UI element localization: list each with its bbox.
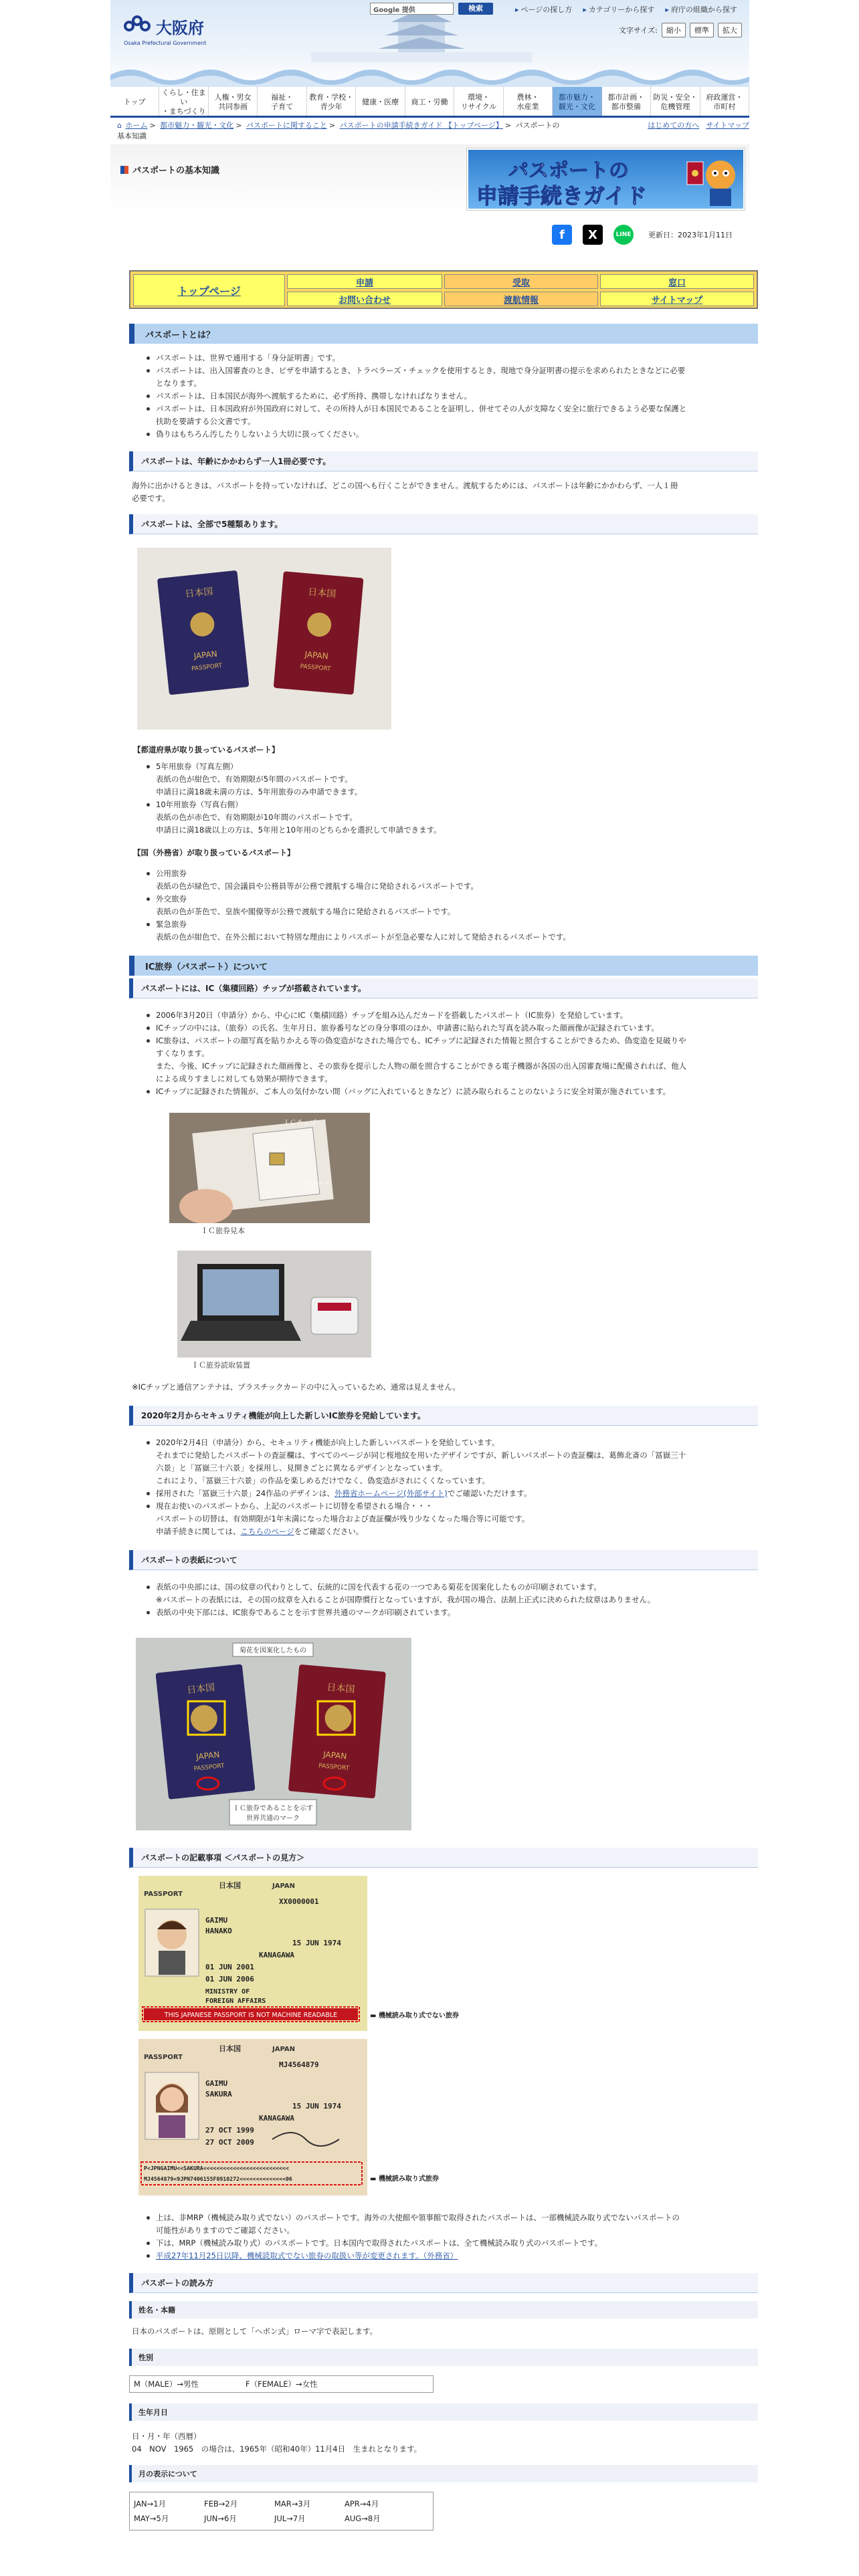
list-item: パスポートは、出入国審査のとき、ビザを申請するとき、トラベラーズ・チェックを使用するとき、現地で身分証明書の提示を求められたときなどに必要 となります。 (147, 364, 758, 390)
logo-title: 大阪府 (156, 18, 204, 37)
nav-apply-link[interactable]: 申請 (287, 274, 442, 289)
ic-passport-list (147, 1009, 758, 1098)
gnav-item-health[interactable]: 健康・医療 (356, 87, 405, 116)
breadcrumb-tourism[interactable]: 都市魅力・観光・文化 (160, 121, 234, 130)
main-content (129, 314, 758, 2531)
svg-text:JAPAN: JAPAN (272, 2046, 295, 2053)
month-cell: FEB→2月 (204, 2499, 238, 2508)
ic-reader-photo (177, 1251, 371, 1358)
breadcrumb-guide[interactable]: パスポートの申請手続きガイド 【トップページ】 (339, 121, 503, 130)
site-header (110, 0, 749, 87)
ic-chip-heading: パスポートには、IC（集積回路）チップが搭載されています。 (129, 978, 758, 998)
gnav-item-living[interactable]: くらし・住まい ・まちづくり (159, 87, 208, 116)
mrp-label: ▬ 機械読み取り式旅券 (370, 2175, 439, 2183)
prefecture-passports-list (147, 760, 758, 837)
month-cell: JAN→1月 (134, 2499, 167, 2508)
gnav-item-welfare[interactable]: 福祉・ 子育て (258, 87, 306, 116)
ic-note: ※ICチップと通信アンテナは、プラスチックカードの中に入っているため、通常は見えません。 (132, 1382, 461, 1392)
home-icon: ⌂ (117, 121, 122, 130)
nav-receive-link[interactable]: 受取 (444, 274, 598, 289)
nav-contact-link[interactable]: お問い合わせ (287, 292, 442, 306)
gnav-item-top[interactable]: トップ (110, 87, 159, 116)
list-item: 外交旅券 表紙の色が茶色で、皇族や閣僚等が公務で渡航する場合に発給されるパスポートです。 (147, 893, 758, 918)
gnav-item-urban-planning[interactable]: 都市計画・ 都市整備 (602, 87, 651, 116)
list-item: ICチップの中には、（旅券）の氏名、生年月日、旅券番号などの身分事項のほか、申請書に貼られた写真を読み取った顔画像が記録されています。 (147, 1022, 758, 1035)
list-item: IC旅券は、パスポートの顔写真を貼りかえる等の偽変造がなされた場合でも、ICチップに記録された情報と照合することができるため、偽変造を見破りや すくなります。 また、今後、ICチップに記録された顔画像と、その旅券を提示した人物の顔を照合することができる電子機器が各国の出入国審査場に配備されれば、他人 による成りすましに対しても効果が期待できます。 (147, 1035, 758, 1085)
facebook-share-icon[interactable]: f (552, 225, 572, 245)
toplink-category[interactable]: ▸ カテゴリーから探す (583, 4, 654, 15)
month-cell: MAY→5月 (134, 2514, 169, 2523)
mrp-passport-sample (138, 2039, 367, 2195)
mofa-passports-list (147, 867, 758, 944)
svg-text:MJ4564879<9JPN7406155F0910272<: MJ4564879<9JPN7406155F0910272<<<<<<<<<<<<<<06 (144, 2175, 292, 2182)
svg-text:THIS JAPANESE PASSPORT IS NOT: THIS JAPANESE PASSPORT IS NOT MACHINE READABLE (164, 2012, 338, 2019)
svg-text:SAKURA: SAKURA (205, 2090, 232, 2099)
svg-text:日本国: 日本国 (186, 1682, 216, 1697)
breadcrumb-current-a: パスポートの (515, 121, 560, 130)
breadcrumb: ⌂ ホーム > 都市魅力・観光・文化 > パスポートに関すること > パスポートの申請手続きガイド 【トップページ】 > パスポートの 基本知識 はじめての方へ サイトマップ (117, 121, 749, 140)
sex-table (129, 2375, 434, 2393)
svg-text:27 OCT 1999: 27 OCT 1999 (205, 2126, 254, 2135)
ic-passport-sample-caption: ＩＣ旅券見本 (201, 1226, 245, 1235)
banner-title-line2: 申請手続きガイド (476, 183, 648, 209)
breadcrumb-right-links (648, 120, 749, 131)
svg-text:菊花を図案化したもの: 菊花を図案化したもの (240, 1647, 306, 1654)
toplink-organization[interactable]: ▸ 府庁の組織から探す (665, 4, 737, 15)
list-item (147, 2250, 758, 2262)
share-row (552, 225, 733, 245)
updated-date: 更新日：2023年1月11日 (648, 231, 733, 239)
svg-text:PASSPORT: PASSPORT (300, 663, 331, 673)
svg-text:日本国: 日本国 (219, 1881, 241, 1890)
month-cell: MAR→3月 (274, 2499, 311, 2508)
search-button[interactable]: 検索 (458, 3, 493, 15)
sitemap-link[interactable]: サイトマップ (706, 121, 749, 130)
list-item: 上は、非MRP（機械読み取り式でない）のパスポートです。海外の大使館や領事館で取得されたパスポートは、一部機械読み取り式でないパスポートの 可能性がありますのでご確認ください。 (147, 2212, 758, 2237)
this-page-link[interactable]: こちらのページ (240, 1527, 294, 1536)
section-heading-entries: パスポートの記載事項 ＜パスポートの見方＞ (129, 1848, 758, 1868)
category-bar (110, 144, 749, 211)
list-item: 下は、MRP（機械読み取り式）のパスポートです。日本国内で取得されたパスポートは、全て機械読み取り式のパスポートです。 (147, 2237, 758, 2250)
non-mrp-change-link[interactable]: 平成27年11月25日以降、機械読取式でない旅券の取扱い等が変更されます。（外務省） (156, 2251, 458, 2260)
section-heading-ic-passport: IC旅券（パスポート）について (129, 956, 758, 976)
month-table (129, 2492, 434, 2531)
sex-heading: 性別 (129, 2349, 758, 2366)
top-links (515, 4, 737, 15)
svg-text:アンテナ: アンテナ (303, 1181, 330, 1188)
name-text: 日本のパスポートは、原則として「ヘボン式」ローマ字で表記します。 (132, 2327, 378, 2336)
breadcrumb-home[interactable]: ホーム (125, 121, 148, 130)
logo-subtitle: Osaka Prefectural Government (124, 40, 207, 46)
list-item: 表紙の中央下部には、IC旅券であることを示す世界共通のマークが印刷されています。 (147, 1606, 758, 1619)
section-heading-what-is-passport: パスポートとは？ (129, 324, 758, 344)
ic-passport-sample-photo (169, 1113, 370, 1223)
svg-text:日本国: 日本国 (307, 586, 337, 601)
month-cell: APR→4月 (345, 2499, 379, 2508)
svg-text:GAIMU: GAIMU (205, 1916, 228, 1925)
svg-text:ＩＣチップ: ＩＣチップ (283, 1119, 316, 1127)
font-size-large-button[interactable]: 拡大 (718, 23, 742, 37)
ic-reader-caption: ＩＣ旅券読取装置 (191, 1361, 250, 1370)
header-wave-decoration (110, 64, 749, 87)
sex-male: M（MALE）→男性 (134, 2379, 199, 2389)
svg-text:MJ4564879: MJ4564879 (279, 2060, 319, 2069)
svg-text:JAPAN: JAPAN (322, 1749, 347, 1761)
name-heading: 姓名・本籍 (129, 2301, 758, 2319)
gnav-item-commerce[interactable]: 商工・労働 (405, 87, 454, 116)
search-placeholder: Google 提供 (373, 6, 415, 14)
gnav-item-agriculture[interactable]: 農林・ 水産業 (504, 87, 553, 116)
non-mrp-label: ▬ 機械読み取り式でない旅券 (370, 2012, 459, 2020)
svg-text:P<JPNGAIMU<<SAKURA<<<<<<<<<<<<: P<JPNGAIMU<<SAKURA<<<<<<<<<<<<<<<<<<<<<<<<<< (144, 2165, 289, 2171)
svg-text:PASSPORT: PASSPORT (144, 1891, 183, 1898)
site-logo[interactable] (124, 15, 207, 46)
svg-text:JAPAN: JAPAN (195, 1749, 220, 1762)
svg-text:日本国: 日本国 (184, 586, 214, 601)
gnav-item-administration[interactable]: 府政運営・ 市町村 (700, 87, 749, 116)
passport-guide-banner[interactable] (467, 148, 745, 210)
svg-text:JAPAN: JAPAN (304, 649, 329, 661)
list-item: 5年用旅券（写真左側） 表紙の色が紺色で、有効期限が5年間のパスポートです。 申請日に満18歳未満の方は、5年用旅券のみ申請できます。 (147, 760, 758, 798)
svg-text:日本国: 日本国 (326, 1682, 356, 1696)
breadcrumb-passport[interactable]: パスポートに関すること (246, 121, 327, 130)
gnav-item-education[interactable]: 教育・学校・ 青少年 (307, 87, 356, 116)
svg-text:PASSPORT: PASSPORT (193, 1762, 225, 1773)
list-item: 2020年2月4日（申請分）から、セキュリティ機能が向上した新しいパスポートを発給しています。 それまでに発給したパスポートの査証欄は、すべてのページが同じ桜地紋を用いたデザインですが、新しいパスポートの査証欄は、葛飾北斎の「冨嶽三十 六景」と「冨嶽三十六景」を採用し、見開きごとに異なるデザインとなっています。 これにより、「冨嶽三十六景」の作品を楽しめるだけでなく、偽変造がされにくくなっています。 (147, 1436, 758, 1487)
toplink-howto[interactable]: ▸ ページの探し方 (515, 4, 572, 15)
svg-text:日本国: 日本国 (219, 2044, 241, 2053)
svg-text:27 OCT 2009: 27 OCT 2009 (205, 2138, 254, 2147)
gnav-item-environment[interactable]: 環境・ リサイクル (454, 87, 503, 116)
prefecture-passports-heading: 【都道府県が取り扱っているパスポート】 (133, 745, 280, 754)
svg-text:PASSPORT: PASSPORT (318, 1762, 350, 1772)
cover-list (147, 1581, 758, 1619)
birth-heading: 生年月日 (129, 2403, 758, 2421)
what-is-passport-list (147, 352, 758, 441)
svg-text:01 JUN 2006: 01 JUN 2006 (205, 1975, 254, 1983)
non-mrp-passport-sample (138, 1876, 367, 2031)
section-heading-new-ic-2020: 2020年2月からセキュリティ機能が向上した新しいIC旅券を発給しています。 (129, 1406, 758, 1426)
mofa-passports-heading: 【国（外務省）が取り扱っているパスポート】 (133, 848, 295, 857)
font-size-control (619, 23, 742, 37)
list-item: 公用旅券 表紙の色が緑色で、国会議員や公務員等が公務で渡航する場合に発給されるパスポートです。 (147, 867, 758, 893)
guide-nav-table (129, 270, 758, 309)
mascot-illustration (686, 155, 739, 207)
list-item: パスポートは、日本国政府が外国政府に対して、その所持人が日本国民であることを証明し、併せてその人が支障なく安全に旅行できるよう必要な保護と 扶助を要請する公文書です。 (147, 403, 758, 428)
section-heading-five-types: パスポートは、全部で5種類あります。 (129, 514, 758, 534)
svg-text:PASSPORT: PASSPORT (144, 2054, 183, 2061)
one-per-person-text: 海外に出かけるときは、パスポートを持っていなければ、どこの国へも行くことができません。渡航するためには、パスポートは年齢にかかわらず、一人１冊 必要です。 (132, 481, 678, 503)
passport-entries-figures (129, 1876, 758, 2204)
gnav-item-human-rights[interactable]: 人権・男女 共同参画 (209, 87, 258, 116)
svg-text:KANAGAWA: KANAGAWA (259, 2114, 294, 2123)
section-heading-how-to-read: パスポートの読み方 (129, 2273, 758, 2293)
entries-list (147, 2212, 758, 2262)
list-item: パスポートは、日本国民が海外へ渡航するために、必ず所持、携帯しなければなりません。 (147, 390, 758, 403)
list-item: パスポートは、世界で通用する「身分証明書」です。 (147, 352, 758, 364)
svg-text:KANAGAWA: KANAGAWA (259, 1951, 294, 1959)
nav-top-page-link[interactable]: トップページ (133, 274, 285, 306)
category-icon (120, 166, 128, 174)
nav-sitemap-link[interactable]: サイトマップ (600, 292, 754, 306)
list-item: 現在お使いのパスポートから、上記のパスポートに切替を希望される場合・・・ パスポートの切替は、有効期限が1年未満になった場合および査証欄が残り少なくなった場合等に可能です。 申請手続きに関しては、こちらのページをご確認ください。 (147, 1500, 758, 1538)
list-item: 2006年3月20日（申請分）から、中心にIC（集積回路）チップを組み込んだカードを搭載したパスポート（IC旅券）を発給しています。 (147, 1009, 758, 1022)
svg-text:JAPAN: JAPAN (193, 649, 218, 661)
new-ic-passport-list (147, 1436, 758, 1538)
font-size-small-button[interactable]: 縮小 (662, 23, 686, 37)
svg-text:JAPAN: JAPAN (272, 1883, 295, 1890)
svg-text:XX0000001: XX0000001 (279, 1897, 319, 1906)
section-heading-one-per-person: パスポートは、年齢にかかわらず一人1冊必要です。 (129, 451, 758, 471)
svg-text:HANAKO: HANAKO (205, 1927, 232, 1935)
list-item: 偽りはもちろん汚したりしないよう大切に扱ってください。 (147, 428, 758, 441)
month-cell: JUL→7月 (274, 2514, 306, 2523)
passport-cover-diagram (136, 1638, 411, 1830)
line-share-icon[interactable]: LINE (613, 225, 634, 245)
font-size-normal-button[interactable]: 標準 (690, 23, 714, 37)
x-share-icon[interactable]: X (583, 225, 603, 245)
month-row (134, 2511, 429, 2526)
svg-text:GAIMU: GAIMU (205, 2079, 228, 2088)
month-row (134, 2496, 429, 2511)
ic-passport-sample (169, 1113, 370, 1236)
svg-text:MINISTRY OF: MINISTRY OF (205, 1988, 250, 1996)
svg-text:ＩＣ旅券であることを示す: ＩＣ旅券であることを示す (233, 1805, 313, 1812)
nav-travel-info-link[interactable]: 渡航情報 (444, 292, 598, 306)
gnav-item-tourism[interactable]: 都市魅力・ 観光・文化 (553, 87, 601, 116)
category-title: パスポートの基本知識 (120, 163, 219, 176)
svg-text:01 JUN 2001: 01 JUN 2001 (205, 1963, 254, 1971)
search-input[interactable] (370, 3, 454, 15)
osaka-logo-icon (124, 15, 152, 38)
svg-text:世界共通のマーク: 世界共通のマーク (246, 1815, 300, 1822)
birth-text: 日・月・年（西暦） 04 NOV 1965 の場合は、1965年（昭和40年）11月4日 生まれとなります。 (132, 2432, 422, 2454)
first-time-link[interactable]: はじめての方へ (648, 121, 700, 130)
list-item: 採用された「冨嶽三十六景」24作品のデザインは、外務省ホームページ(外部サイト)でご確認いただけます。 (147, 1487, 758, 1500)
passport-covers-photo (137, 548, 391, 730)
list-item: 緊急旅券 表紙の色が紺色で、在外公館において特別な理由によりパスポートが至急必要な人に対して発給されるパスポートです。 (147, 918, 758, 944)
gnav-item-disaster[interactable]: 防災・安全・ 危機管理 (651, 87, 700, 116)
nav-counter-link[interactable]: 窓口 (600, 274, 754, 289)
svg-text:15 JUN 1974: 15 JUN 1974 (292, 2102, 341, 2111)
breadcrumb-current-b: 基本知識 (117, 132, 147, 140)
month-cell: JUN→6月 (204, 2514, 237, 2523)
list-item: ICチップに記録された情報が、ご本人の気付かない間（バッグに入れているときなど）に読み取られることのないように安全対策が施されています。 (147, 1085, 758, 1098)
global-nav (110, 87, 749, 118)
ic-reader-device (177, 1251, 371, 1370)
mofa-homepage-link[interactable]: 外務省ホームページ(外部サイト) (334, 1489, 448, 1498)
svg-text:PASSPORT: PASSPORT (191, 662, 223, 673)
list-item: 表紙の中央部には、国の紋章の代わりとして、伝統的に国を代表する花の一つである菊花を図案化したものが印刷されています。 ※パスポートの表紙には、その国の紋章を入れることが国際慣行となっていますが、我が国の場合、法制上正式に決められた紋章はありません。 (147, 1581, 758, 1606)
section-heading-cover: パスポートの表紙について (129, 1550, 758, 1570)
font-size-label: 文字サイズ: (619, 26, 658, 35)
list-item: 10年用旅券（写真右側） 表紙の色が赤色で、有効期限が10年間のパスポートです。 申請日に満18歳以上の方は、5年用と10年用のどちらかを選択して申請できます。 (147, 798, 758, 837)
sex-female: F（FEMALE）→女性 (246, 2379, 318, 2389)
banner-title-line1: パスポートの (508, 159, 629, 183)
month-heading: 月の表示について (129, 2465, 758, 2482)
svg-text:15 JUN 1974: 15 JUN 1974 (292, 1939, 341, 1947)
month-cell: AUG→8月 (345, 2514, 381, 2523)
svg-text:FOREIGN AFFAIRS: FOREIGN AFFAIRS (205, 1998, 266, 2005)
